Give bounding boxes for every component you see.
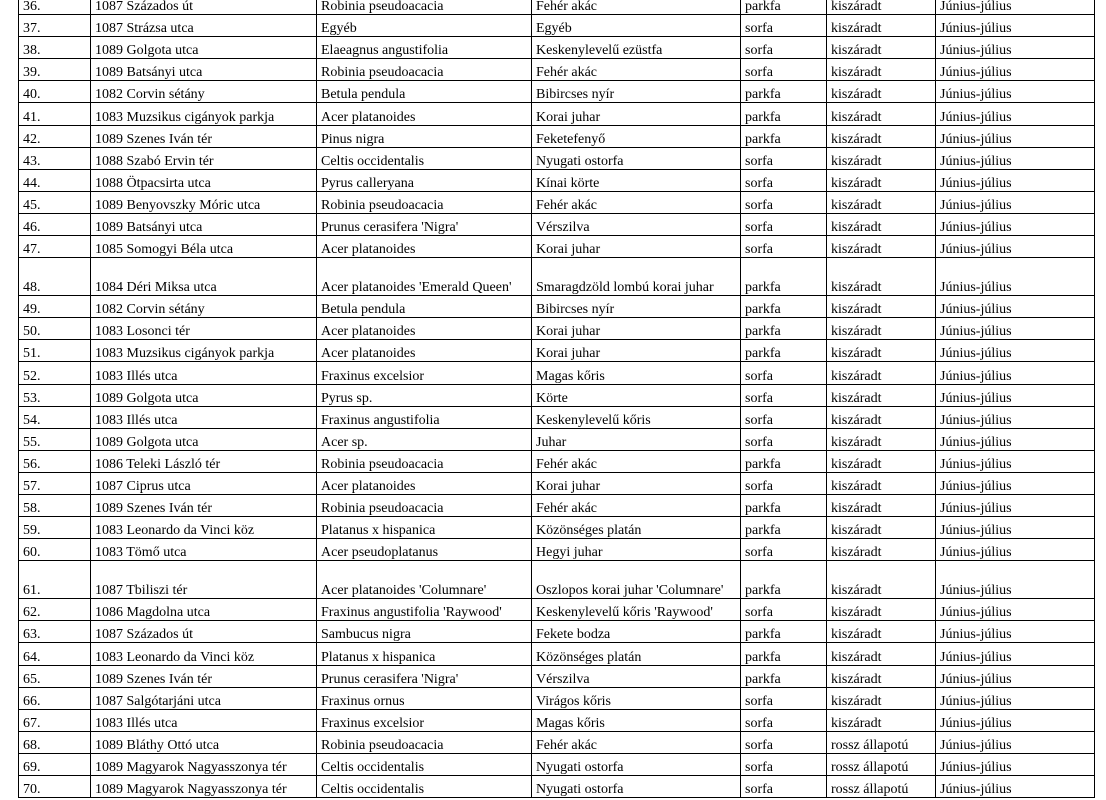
hungarian-name-cell: Körte [532, 384, 741, 406]
period-cell: Június-július [936, 0, 1095, 15]
period-cell: Június-július [936, 709, 1095, 731]
tree-type-cell: sorfa [741, 599, 827, 621]
tree-type-cell: parkfa [741, 643, 827, 665]
condition-cell: kiszáradt [827, 494, 936, 516]
tree-type-cell: sorfa [741, 15, 827, 37]
period-cell: Június-július [936, 125, 1095, 147]
hungarian-name-cell: Bibircses nyír [532, 81, 741, 103]
latin-name-cell: Celtis occidentalis [317, 753, 532, 775]
table-row [19, 776, 1095, 798]
hungarian-name-cell: Magas kőris [532, 709, 741, 731]
row-number: 36. [19, 0, 91, 15]
tree-type-cell: sorfa [741, 213, 827, 235]
latin-name-cell: Platanus x hispanica [317, 517, 532, 539]
address-cell: 1083 Losonci tér [91, 318, 317, 340]
period-cell: Június-július [936, 340, 1095, 362]
tree-type-cell: sorfa [741, 776, 827, 798]
tree-type-cell: parkfa [741, 318, 827, 340]
period-cell: Június-július [936, 621, 1095, 643]
hungarian-name-cell: Virágos kőris [532, 687, 741, 709]
latin-name-cell: Fraxinus angustifolia [317, 406, 532, 428]
row-number: 54. [19, 406, 91, 428]
tree-type-cell: sorfa [741, 191, 827, 213]
hungarian-name-cell: Közönséges platán [532, 643, 741, 665]
hungarian-name-cell: Oszlopos korai juhar 'Columnare' [532, 561, 741, 599]
hungarian-name-cell: Fehér akác [532, 731, 741, 753]
table-row [19, 561, 1095, 599]
table-row [19, 125, 1095, 147]
address-cell: 1087 Százados út [91, 0, 317, 15]
period-cell: Június-július [936, 428, 1095, 450]
row-number: 67. [19, 709, 91, 731]
condition-cell: kiszáradt [827, 213, 936, 235]
latin-name-cell: Robinia pseudoacacia [317, 0, 532, 15]
address-cell: 1089 Batsányi utca [91, 213, 317, 235]
hungarian-name-cell: Vérszilva [532, 665, 741, 687]
row-number: 68. [19, 731, 91, 753]
hungarian-name-cell: Smaragdzöld lombú korai juhar [532, 258, 741, 296]
table-row [19, 191, 1095, 213]
latin-name-cell: Prunus cerasifera 'Nigra' [317, 213, 532, 235]
latin-name-cell: Egyéb [317, 15, 532, 37]
table-row [19, 258, 1095, 296]
condition-cell: kiszáradt [827, 236, 936, 258]
latin-name-cell: Sambucus nigra [317, 621, 532, 643]
tree-type-cell: sorfa [741, 59, 827, 81]
latin-name-cell: Elaeagnus angustifolia [317, 37, 532, 59]
condition-cell: kiszáradt [827, 599, 936, 621]
address-cell: 1089 Magyarok Nagyasszonya tér [91, 776, 317, 798]
latin-name-cell: Acer platanoides 'Emerald Queen' [317, 258, 532, 296]
latin-name-cell: Pinus nigra [317, 125, 532, 147]
tree-type-cell: sorfa [741, 709, 827, 731]
period-cell: Június-július [936, 258, 1095, 296]
period-cell: Június-július [936, 37, 1095, 59]
period-cell: Június-július [936, 561, 1095, 599]
table-row [19, 296, 1095, 318]
period-cell: Június-július [936, 103, 1095, 125]
condition-cell: kiszáradt [827, 37, 936, 59]
table-row [19, 665, 1095, 687]
address-cell: 1086 Teleki László tér [91, 450, 317, 472]
tree-table [18, 0, 1095, 798]
address-cell: 1083 Leonardo da Vinci köz [91, 643, 317, 665]
tree-type-cell: sorfa [741, 428, 827, 450]
latin-name-cell: Fraxinus excelsior [317, 362, 532, 384]
table-row [19, 213, 1095, 235]
row-number: 59. [19, 517, 91, 539]
tree-type-cell: parkfa [741, 103, 827, 125]
row-number: 46. [19, 213, 91, 235]
condition-cell: kiszáradt [827, 147, 936, 169]
latin-name-cell: Platanus x hispanica [317, 643, 532, 665]
table-row [19, 103, 1095, 125]
table-row [19, 147, 1095, 169]
row-number: 49. [19, 296, 91, 318]
hungarian-name-cell: Egyéb [532, 15, 741, 37]
condition-cell: kiszáradt [827, 450, 936, 472]
row-number: 70. [19, 776, 91, 798]
hungarian-name-cell: Feketefenyő [532, 125, 741, 147]
address-cell: 1089 Szenes Iván tér [91, 665, 317, 687]
period-cell: Június-július [936, 687, 1095, 709]
hungarian-name-cell: Nyugati ostorfa [532, 753, 741, 775]
latin-name-cell: Celtis occidentalis [317, 776, 532, 798]
latin-name-cell: Robinia pseudoacacia [317, 450, 532, 472]
table-row [19, 15, 1095, 37]
period-cell: Június-július [936, 406, 1095, 428]
condition-cell: rossz állapotú [827, 776, 936, 798]
tree-type-cell: sorfa [741, 539, 827, 561]
latin-name-cell: Acer sp. [317, 428, 532, 450]
period-cell: Június-július [936, 599, 1095, 621]
latin-name-cell: Robinia pseudoacacia [317, 191, 532, 213]
row-number: 58. [19, 494, 91, 516]
row-number: 38. [19, 37, 91, 59]
row-number: 61. [19, 561, 91, 599]
period-cell: Június-július [936, 643, 1095, 665]
tree-type-cell: sorfa [741, 169, 827, 191]
period-cell: Június-július [936, 665, 1095, 687]
condition-cell: kiszáradt [827, 709, 936, 731]
table-row [19, 362, 1095, 384]
row-number: 52. [19, 362, 91, 384]
condition-cell: kiszáradt [827, 0, 936, 15]
condition-cell: rossz állapotú [827, 731, 936, 753]
tree-type-cell: parkfa [741, 494, 827, 516]
table-row [19, 753, 1095, 775]
condition-cell: kiszáradt [827, 643, 936, 665]
condition-cell: kiszáradt [827, 384, 936, 406]
address-cell: 1089 Bláthy Ottó utca [91, 731, 317, 753]
tree-type-cell: parkfa [741, 258, 827, 296]
row-number: 62. [19, 599, 91, 621]
tree-type-cell: parkfa [741, 517, 827, 539]
row-number: 53. [19, 384, 91, 406]
row-number: 45. [19, 191, 91, 213]
tree-type-cell: sorfa [741, 384, 827, 406]
hungarian-name-cell: Fehér akác [532, 59, 741, 81]
row-number: 47. [19, 236, 91, 258]
table-body [19, 0, 1095, 798]
tree-type-cell: parkfa [741, 81, 827, 103]
table-row [19, 0, 1095, 15]
row-number: 50. [19, 318, 91, 340]
hungarian-name-cell: Hegyi juhar [532, 539, 741, 561]
address-cell: 1082 Corvin sétány [91, 81, 317, 103]
condition-cell: kiszáradt [827, 15, 936, 37]
period-cell: Június-július [936, 753, 1095, 775]
table-row [19, 517, 1095, 539]
address-cell: 1087 Tbiliszi tér [91, 561, 317, 599]
hungarian-name-cell: Korai juhar [532, 340, 741, 362]
row-number: 37. [19, 15, 91, 37]
row-number: 69. [19, 753, 91, 775]
row-number: 57. [19, 472, 91, 494]
address-cell: 1089 Benyovszky Móric utca [91, 191, 317, 213]
tree-type-cell: parkfa [741, 561, 827, 599]
tree-type-cell: parkfa [741, 450, 827, 472]
condition-cell: kiszáradt [827, 428, 936, 450]
row-number: 40. [19, 81, 91, 103]
latin-name-cell: Acer platanoides 'Columnare' [317, 561, 532, 599]
period-cell: Június-július [936, 362, 1095, 384]
table-row [19, 236, 1095, 258]
hungarian-name-cell: Kínai körte [532, 169, 741, 191]
address-cell: 1083 Leonardo da Vinci köz [91, 517, 317, 539]
condition-cell: kiszáradt [827, 81, 936, 103]
period-cell: Június-július [936, 59, 1095, 81]
condition-cell: kiszáradt [827, 169, 936, 191]
tree-type-cell: sorfa [741, 236, 827, 258]
hungarian-name-cell: Fehér akác [532, 191, 741, 213]
table-row [19, 450, 1095, 472]
hungarian-name-cell: Keskenylevelű kőris [532, 406, 741, 428]
row-number: 51. [19, 340, 91, 362]
hungarian-name-cell: Fehér akác [532, 450, 741, 472]
hungarian-name-cell: Korai juhar [532, 236, 741, 258]
row-number: 42. [19, 125, 91, 147]
table-row [19, 406, 1095, 428]
tree-type-cell: sorfa [741, 731, 827, 753]
address-cell: 1089 Szenes Iván tér [91, 125, 317, 147]
period-cell: Június-július [936, 236, 1095, 258]
table-row [19, 709, 1095, 731]
hungarian-name-cell: Korai juhar [532, 103, 741, 125]
condition-cell: kiszáradt [827, 258, 936, 296]
address-cell: 1085 Somogyi Béla utca [91, 236, 317, 258]
tree-type-cell: parkfa [741, 665, 827, 687]
address-cell: 1086 Magdolna utca [91, 599, 317, 621]
latin-name-cell: Acer platanoides [317, 472, 532, 494]
table-row [19, 494, 1095, 516]
condition-cell: kiszáradt [827, 318, 936, 340]
condition-cell: kiszáradt [827, 340, 936, 362]
row-number: 65. [19, 665, 91, 687]
latin-name-cell: Celtis occidentalis [317, 147, 532, 169]
hungarian-name-cell: Fekete bodza [532, 621, 741, 643]
period-cell: Június-július [936, 191, 1095, 213]
row-number: 63. [19, 621, 91, 643]
condition-cell: kiszáradt [827, 665, 936, 687]
address-cell: 1087 Salgótarjáni utca [91, 687, 317, 709]
address-cell: 1083 Illés utca [91, 362, 317, 384]
period-cell: Június-július [936, 472, 1095, 494]
row-number: 39. [19, 59, 91, 81]
latin-name-cell: Prunus cerasifera 'Nigra' [317, 665, 532, 687]
condition-cell: kiszáradt [827, 362, 936, 384]
hungarian-name-cell: Vérszilva [532, 213, 741, 235]
table-row [19, 59, 1095, 81]
table-row [19, 472, 1095, 494]
address-cell: 1087 Százados út [91, 621, 317, 643]
table-row [19, 687, 1095, 709]
row-number: 60. [19, 539, 91, 561]
period-cell: Június-július [936, 539, 1095, 561]
table-row [19, 428, 1095, 450]
condition-cell: kiszáradt [827, 517, 936, 539]
address-cell: 1083 Illés utca [91, 709, 317, 731]
period-cell: Június-július [936, 450, 1095, 472]
tree-type-cell: parkfa [741, 0, 827, 15]
table-row [19, 340, 1095, 362]
latin-name-cell: Acer platanoides [317, 103, 532, 125]
period-cell: Június-július [936, 318, 1095, 340]
hungarian-name-cell: Közönséges platán [532, 517, 741, 539]
row-number: 66. [19, 687, 91, 709]
hungarian-name-cell: Korai juhar [532, 318, 741, 340]
condition-cell: kiszáradt [827, 472, 936, 494]
condition-cell: kiszáradt [827, 191, 936, 213]
table-row [19, 384, 1095, 406]
table-row [19, 37, 1095, 59]
address-cell: 1084 Déri Miksa utca [91, 258, 317, 296]
row-number: 56. [19, 450, 91, 472]
period-cell: Június-július [936, 15, 1095, 37]
row-number: 43. [19, 147, 91, 169]
address-cell: 1083 Muzsikus cigányok parkja [91, 340, 317, 362]
latin-name-cell: Acer platanoides [317, 236, 532, 258]
condition-cell: kiszáradt [827, 687, 936, 709]
hungarian-name-cell: Juhar [532, 428, 741, 450]
tree-type-cell: sorfa [741, 406, 827, 428]
address-cell: 1089 Magyarok Nagyasszonya tér [91, 753, 317, 775]
address-cell: 1087 Ciprus utca [91, 472, 317, 494]
period-cell: Június-július [936, 731, 1095, 753]
table-row [19, 599, 1095, 621]
latin-name-cell: Acer pseudoplatanus [317, 539, 532, 561]
address-cell: 1088 Ötpacsirta utca [91, 169, 317, 191]
condition-cell: kiszáradt [827, 561, 936, 599]
period-cell: Június-július [936, 81, 1095, 103]
tree-type-cell: sorfa [741, 687, 827, 709]
hungarian-name-cell: Nyugati ostorfa [532, 776, 741, 798]
address-cell: 1083 Tömő utca [91, 539, 317, 561]
row-number: 55. [19, 428, 91, 450]
address-cell: 1089 Golgota utca [91, 384, 317, 406]
period-cell: Június-július [936, 296, 1095, 318]
period-cell: Június-július [936, 169, 1095, 191]
address-cell: 1082 Corvin sétány [91, 296, 317, 318]
table-row [19, 539, 1095, 561]
period-cell: Június-július [936, 517, 1095, 539]
condition-cell: kiszáradt [827, 103, 936, 125]
table-row [19, 169, 1095, 191]
tree-type-cell: sorfa [741, 753, 827, 775]
hungarian-name-cell: Fehér akác [532, 494, 741, 516]
condition-cell: kiszáradt [827, 125, 936, 147]
row-number: 44. [19, 169, 91, 191]
period-cell: Június-július [936, 213, 1095, 235]
latin-name-cell: Pyrus sp. [317, 384, 532, 406]
address-cell: 1089 Batsányi utca [91, 59, 317, 81]
tree-type-cell: sorfa [741, 37, 827, 59]
hungarian-name-cell: Fehér akác [532, 0, 741, 15]
latin-name-cell: Fraxinus ornus [317, 687, 532, 709]
hungarian-name-cell: Bibircses nyír [532, 296, 741, 318]
address-cell: 1083 Muzsikus cigányok parkja [91, 103, 317, 125]
table-row [19, 731, 1095, 753]
condition-cell: kiszáradt [827, 406, 936, 428]
table-row [19, 81, 1095, 103]
row-number: 41. [19, 103, 91, 125]
hungarian-name-cell: Korai juhar [532, 472, 741, 494]
address-cell: 1089 Golgota utca [91, 428, 317, 450]
hungarian-name-cell: Keskenylevelű kőris 'Raywood' [532, 599, 741, 621]
tree-type-cell: parkfa [741, 340, 827, 362]
tree-type-cell: sorfa [741, 147, 827, 169]
latin-name-cell: Betula pendula [317, 81, 532, 103]
period-cell: Június-július [936, 776, 1095, 798]
row-number: 48. [19, 258, 91, 296]
period-cell: Június-július [936, 384, 1095, 406]
tree-type-cell: parkfa [741, 621, 827, 643]
latin-name-cell: Pyrus calleryana [317, 169, 532, 191]
address-cell: 1083 Illés utca [91, 406, 317, 428]
hungarian-name-cell: Nyugati ostorfa [532, 147, 741, 169]
tree-type-cell: parkfa [741, 125, 827, 147]
latin-name-cell: Robinia pseudoacacia [317, 59, 532, 81]
period-cell: Június-július [936, 494, 1095, 516]
address-cell: 1089 Szenes Iván tér [91, 494, 317, 516]
hungarian-name-cell: Magas kőris [532, 362, 741, 384]
address-cell: 1088 Szabó Ervin tér [91, 147, 317, 169]
latin-name-cell: Fraxinus excelsior [317, 709, 532, 731]
latin-name-cell: Robinia pseudoacacia [317, 494, 532, 516]
table-row [19, 318, 1095, 340]
condition-cell: rossz állapotú [827, 753, 936, 775]
hungarian-name-cell: Keskenylevelű ezüstfa [532, 37, 741, 59]
tree-type-cell: sorfa [741, 362, 827, 384]
address-cell: 1087 Strázsa utca [91, 15, 317, 37]
tree-type-cell: sorfa [741, 472, 827, 494]
latin-name-cell: Fraxinus angustifolia 'Raywood' [317, 599, 532, 621]
row-number: 64. [19, 643, 91, 665]
condition-cell: kiszáradt [827, 621, 936, 643]
condition-cell: kiszáradt [827, 539, 936, 561]
tree-type-cell: parkfa [741, 296, 827, 318]
condition-cell: kiszáradt [827, 296, 936, 318]
address-cell: 1089 Golgota utca [91, 37, 317, 59]
latin-name-cell: Acer platanoides [317, 340, 532, 362]
latin-name-cell: Robinia pseudoacacia [317, 731, 532, 753]
latin-name-cell: Betula pendula [317, 296, 532, 318]
period-cell: Június-július [936, 147, 1095, 169]
table-row [19, 621, 1095, 643]
table-row [19, 643, 1095, 665]
condition-cell: kiszáradt [827, 59, 936, 81]
latin-name-cell: Acer platanoides [317, 318, 532, 340]
